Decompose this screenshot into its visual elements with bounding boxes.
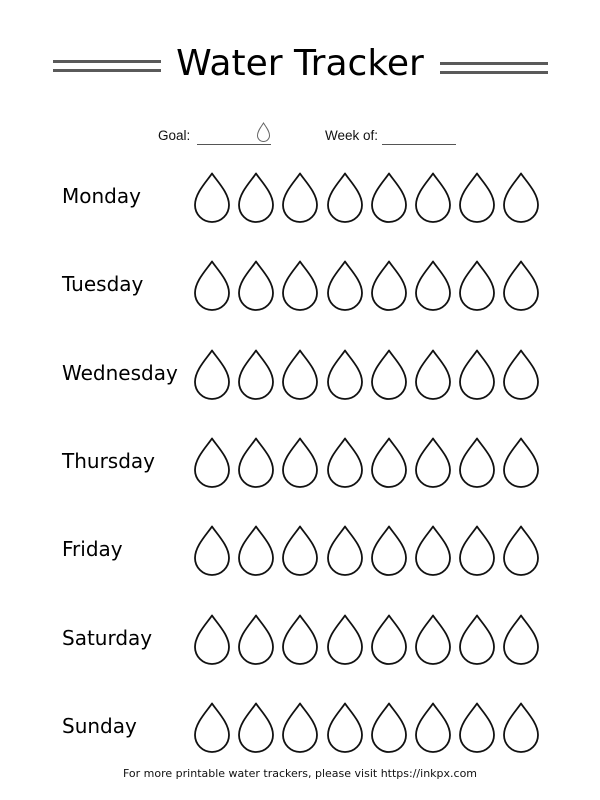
water-drop-icon[interactable] [414,702,452,753]
water-drop-icon[interactable] [458,614,496,665]
goal-label: Goal: [158,128,191,143]
water-drop-icon[interactable] [502,260,540,311]
day-row [0,349,600,401]
water-drop-icon[interactable] [370,172,408,223]
water-drop-icon[interactable] [237,260,275,311]
water-drop-icon[interactable] [237,525,275,576]
water-drop-icon[interactable] [370,614,408,665]
water-drop-icon[interactable] [326,614,364,665]
week-of-label: Week of: [325,128,379,143]
water-drop-icon[interactable] [414,525,452,576]
water-drop-icon[interactable] [370,260,408,311]
water-drop-icon[interactable] [414,172,452,223]
day-row [0,614,600,666]
water-drop-icon[interactable] [193,437,231,488]
water-drop-icon[interactable] [193,614,231,665]
water-drop-icon[interactable] [458,260,496,311]
water-drop-icon[interactable] [414,349,452,400]
water-drop-icon[interactable] [502,437,540,488]
water-drop-icon[interactable] [370,702,408,753]
water-drop-icon[interactable] [326,437,364,488]
water-drop-icon[interactable] [237,437,275,488]
day-row [0,702,600,754]
water-drop-icon[interactable] [414,437,452,488]
day-row [0,525,600,577]
water-drop-icon[interactable] [458,172,496,223]
water-drop-icon[interactable] [458,437,496,488]
water-drop-icon[interactable] [326,260,364,311]
day-row [0,437,600,489]
water-drop-icon[interactable] [370,349,408,400]
water-drop-icon[interactable] [326,349,364,400]
water-drop-icon[interactable] [326,172,364,223]
water-drop-icon[interactable] [193,260,231,311]
water-drop-icon[interactable] [193,702,231,753]
water-drop-icon[interactable] [502,525,540,576]
water-drop-icon[interactable] [281,260,319,311]
water-drop-icon[interactable] [281,437,319,488]
water-drop-icon[interactable] [193,172,231,223]
water-drop-icon[interactable] [237,172,275,223]
day-label: Friday [62,537,123,562]
week-of-field[interactable] [382,144,456,145]
water-drop-icon[interactable] [237,702,275,753]
title-rule-right-top [440,62,548,65]
page-title: Water Tracker [176,43,424,84]
day-label: Thursday [62,448,155,473]
day-row [0,172,600,224]
day-label: Wednesday [62,360,178,385]
title-rule-right-bottom [440,71,548,74]
water-drop-icon[interactable] [193,349,231,400]
footer-note: For more printable water trackers, please visit https://inkpx.com [122,767,478,780]
water-drop-icon[interactable] [458,525,496,576]
water-drop-icon[interactable] [237,614,275,665]
water-drop-icon[interactable] [370,437,408,488]
water-drop-icon[interactable] [281,525,319,576]
water-drop-icon[interactable] [414,260,452,311]
water-drop-icon[interactable] [458,349,496,400]
day-label: Sunday [62,713,137,738]
day-label: Saturday [62,625,153,650]
water-drop-icon[interactable] [326,702,364,753]
water-drop-icon[interactable] [193,525,231,576]
day-label: Tuesday [62,272,144,297]
water-drop-icon[interactable] [281,614,319,665]
goal-field[interactable] [197,144,271,145]
day-label: Monday [62,184,141,208]
day-row [0,260,600,312]
water-drop-icon[interactable] [458,702,496,753]
water-drop-icon[interactable] [414,614,452,665]
water-drop-icon[interactable] [502,614,540,665]
water-drop-icon[interactable] [281,702,319,753]
water-drop-icon[interactable] [237,349,275,400]
water-drop-icon [256,122,271,143]
water-drop-icon[interactable] [502,172,540,223]
water-drop-icon[interactable] [502,349,540,400]
water-drop-icon[interactable] [326,525,364,576]
water-drop-icon[interactable] [281,349,319,400]
water-drop-icon[interactable] [502,702,540,753]
water-drop-icon[interactable] [281,172,319,223]
water-drop-icon[interactable] [370,525,408,576]
